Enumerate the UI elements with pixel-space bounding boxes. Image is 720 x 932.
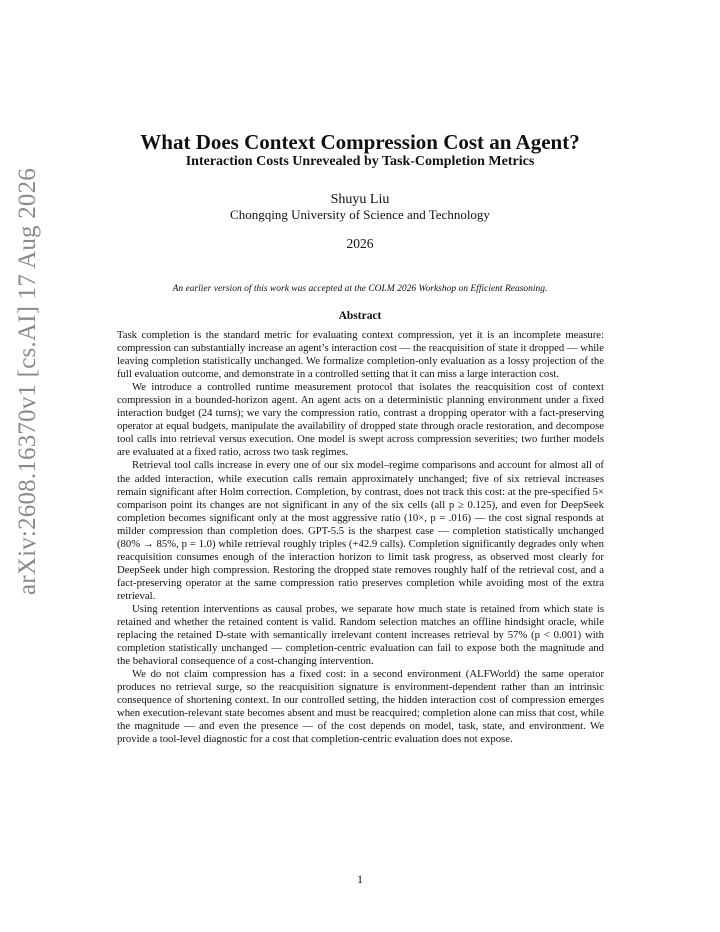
abstract-body (117, 329, 604, 747)
abstract-paragraph: Using retention interventions as causal probes, we separate how much state is retained from which state is retained and whether the retained content is valid. Random selection matches an offline hindsight oracle, while replacing the retained D-state with semantically irrelevant content increases retrieval by 57% (p < 0.001) with completion statistically unchanged — completion-centric evaluation can fail to expose both the magnitude and the behavioral consequence of a cost-changing intervention. (117, 602, 604, 668)
arxiv-identifier: arXiv:2608.16370v1 [cs.AI] 17 Aug 2026 (14, 168, 41, 595)
paper-title: What Does Context Compression Cost an Agent? (140, 130, 580, 154)
abstract-heading: Abstract (338, 310, 382, 322)
paper-subtitle: Interaction Costs Unrevealed by Task-Completion Metrics (185, 154, 535, 169)
abstract-paragraph: We do not claim compression has a fixed cost: in a second environment (ALFWorld) the same operator produces no retrieval surge, so the reacquisition signature is environment-dependent rather than an intrinsic consequence of shortening context. In our controlled setting, the hidden interaction cost of compression emerges when execution-relevant state becomes absent and must be reacquired; completion alone can miss that cost, while the magnitude — and even the presence — of the cost depends on model, task, state, and environment. We provide a tool-level diagnostic for a cost that completion-centric evaluation does not expose. (117, 668, 604, 746)
abstract-paragraph: We introduce a controlled runtime measurement protocol that isolates the reacquisition cost of context compression in a bounded-horizon agent. An agent acts on a deterministic planning environment under a fixed interaction budget (24 turns); we vary the compression ratio, contrast a dropping operator with a fact-preserving operator at equal budgets, manipulate the availability of dropped state through oracle restoration, and decompose tool calls into retrieval versus execution. One model is swept across compression severities; two further models are evaluated at a fixed ratio, across two task regimes. (117, 381, 604, 459)
publication-year: 2026 (346, 236, 374, 251)
author-affiliation: Chongqing University of Science and Technology (230, 207, 490, 222)
abstract-paragraph: Retrieval tool calls increase in every one of our six model–regime comparisons and account for almost all of the added interaction, while execution calls remain approximately unchanged; five of six retrieval increases remain significant after Holm correction. Completion, by contrast, does not track this cost: at the pre-specified 5× comparison point its changes are not significant in any of the six cells (all p ≥ 0.125), and even for DeepSeek completion becomes significant only at the most aggressive ratio (10×, p = .016) — the cost signal responds at milder compression than completion does. GPT-5.5 is the sharpest case — completion statistically unchanged (80% → 85%, p = 1.0) while retrieval roughly triples (+42.9 calls). Completion significantly degrades only when reacquisition consumes enough of the interaction horizon to limit task progress, as observed most clearly for DeepSeek under high compression. Restoring the dropped state removes roughly half of the retrieval cost, and a fact-preserving operator at the same compression ratio preserves completion while avoiding most of the extra retrieval. (117, 459, 604, 602)
abstract-paragraph: Task completion is the standard metric for evaluating context compression, yet it is an incomplete measure: compression can substantially increase an agent’s interaction cost — the reacquisition of state it dropped — while leaving completion statistically unchanged. We formalize completion-only evaluation as a lossy projection of the full evaluation outcome, and demonstrate in a controlled setting that it can miss a large interaction cost. (117, 329, 604, 381)
author-name: Shuyu Liu (330, 192, 390, 207)
page-number: 1 (357, 872, 363, 886)
acceptance-note: An earlier version of this work was accepted at the COLM 2026 Workshop on Efficient Reasoning. (172, 284, 548, 294)
